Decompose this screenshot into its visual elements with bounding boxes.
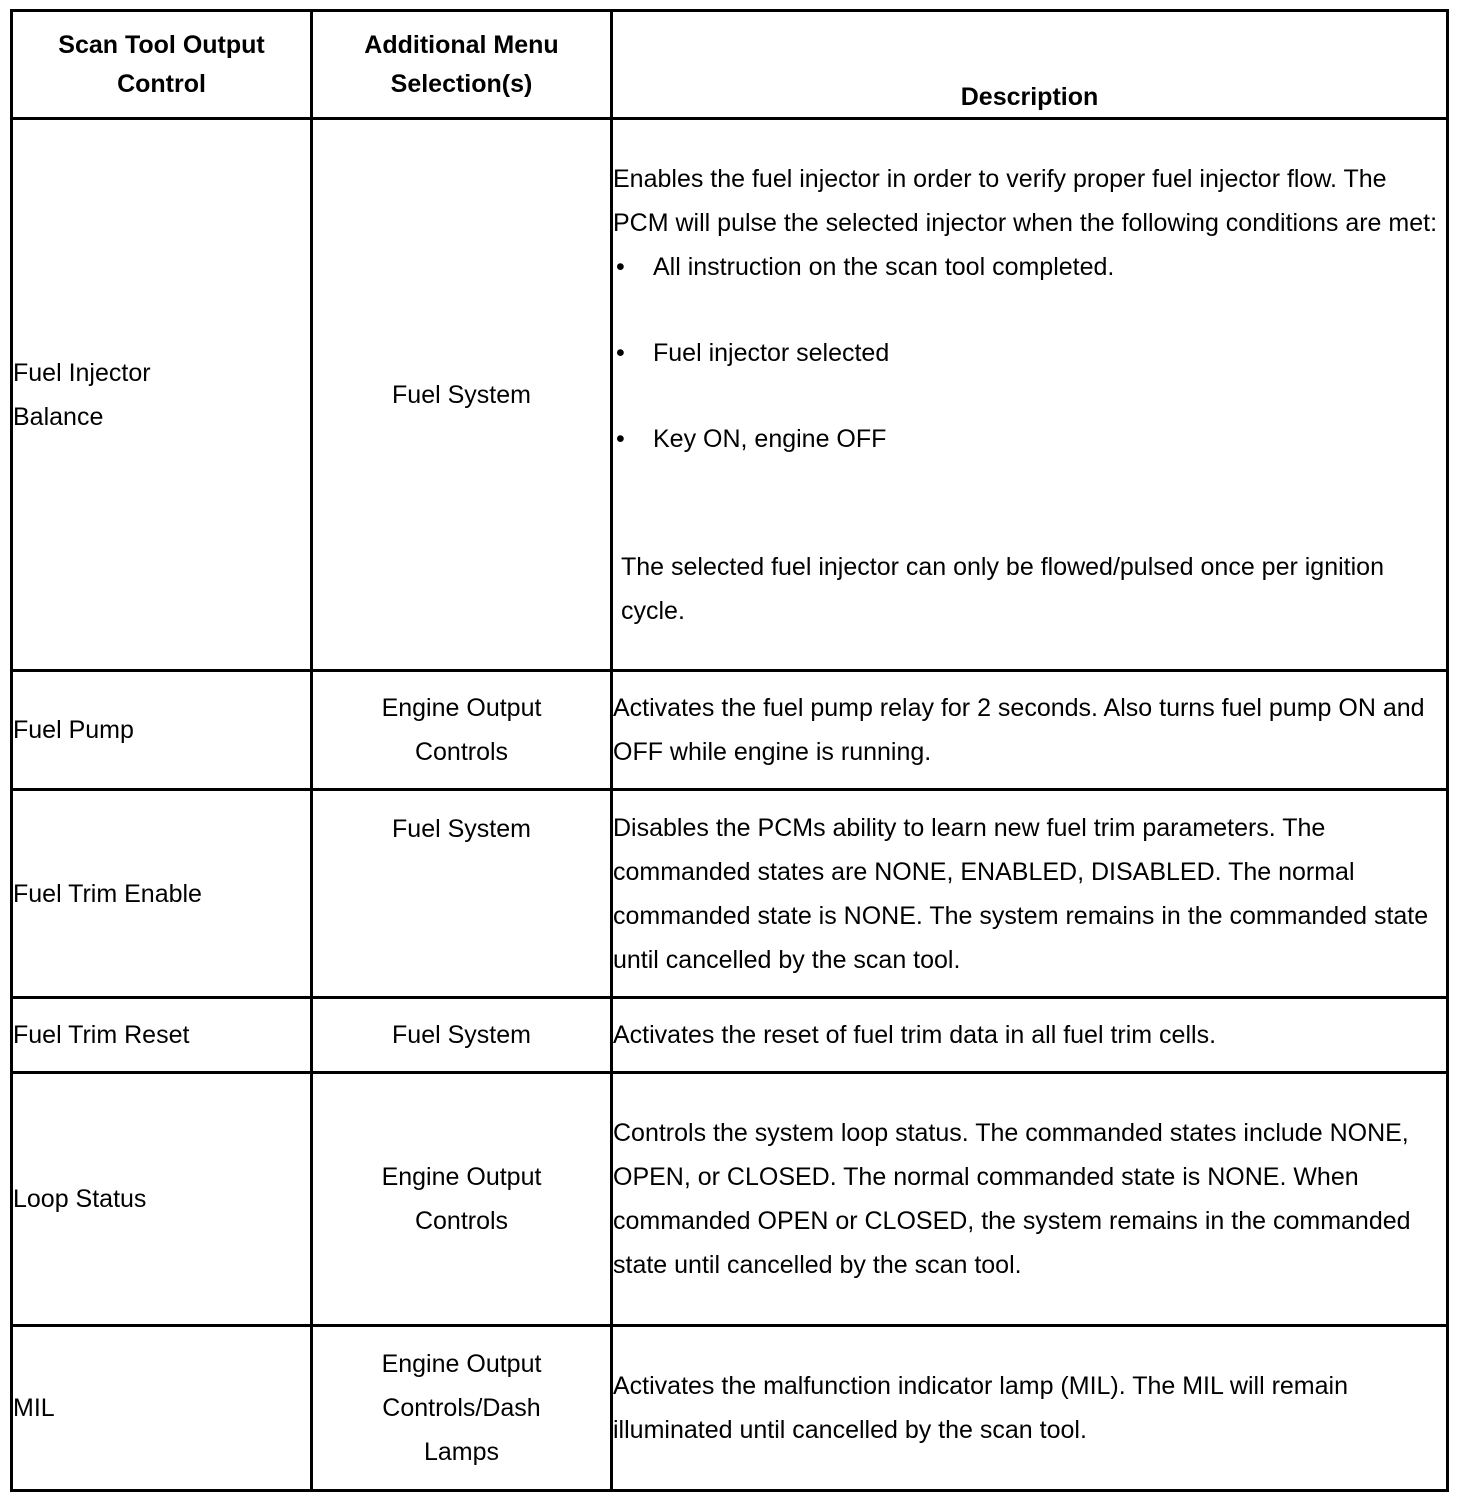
description-note: The selected fuel injector can only be flowed/pulsed once per ignition cycle. <box>621 552 1384 625</box>
control-cell <box>12 671 312 790</box>
table-row <box>12 119 1448 671</box>
control-name-line: Fuel Trim Reset <box>13 1021 190 1049</box>
menu-selection: Engine Output <box>381 1350 542 1378</box>
table-row <box>12 671 1448 790</box>
bullet-item <box>613 245 1446 289</box>
menu-selection: Controls <box>414 738 509 766</box>
menu-selection: Controls/Dash <box>382 1394 541 1422</box>
description-cell: Activates the fuel pump relay for 2 seconds. Also turns fuel pump ON and OFF while engine is running. <box>612 671 1448 790</box>
menu-cell <box>312 119 612 671</box>
header-control-line: Control <box>117 69 206 98</box>
spacer <box>613 289 1446 331</box>
menu-cell <box>312 998 612 1073</box>
control-cell <box>12 119 312 671</box>
header-row <box>12 11 1448 119</box>
menu-selection: Engine Output <box>381 1163 542 1191</box>
control-cell <box>12 790 312 998</box>
description-cell: Activates the reset of fuel trim data in all fuel trim cells. <box>612 998 1448 1073</box>
bullet-text: All instruction on the scan tool completed. <box>653 252 1115 281</box>
control-name-line: Fuel Trim Enable <box>13 879 202 908</box>
bullet-item <box>613 331 1446 375</box>
spacer <box>613 461 1446 545</box>
header-control <box>12 11 312 119</box>
description-intro: Enables the fuel injector in order to verify proper fuel injector flow. The PCM will pulse the selected injector when the following conditions are met: <box>613 164 1438 237</box>
menu-selection: Fuel System <box>392 815 531 843</box>
scan-tool-output-control-table <box>10 9 1449 1492</box>
menu-cell <box>312 1073 612 1326</box>
menu-cell <box>312 1326 612 1491</box>
header-control-line: Scan Tool Output <box>58 30 265 59</box>
bullet-icon: • <box>616 338 625 367</box>
header-menu <box>312 11 612 119</box>
control-cell <box>12 998 312 1073</box>
description-cell: Controls the system loop status. The commanded states include NONE, OPEN, or CLOSED. The normal commanded state is NONE. When commanded OPEN or CLOSED, the system remains in the commanded state until cancelled by the scan tool. <box>612 1073 1448 1326</box>
control-name-line: MIL <box>13 1394 55 1422</box>
spacer <box>613 375 1446 417</box>
menu-selection: Lamps <box>423 1438 500 1466</box>
control-name-line: Balance <box>13 402 104 431</box>
control-name-line: Fuel Injector <box>13 358 151 387</box>
table-row <box>12 998 1448 1073</box>
table-row <box>12 1326 1448 1491</box>
bullet-text: Fuel injector selected <box>653 338 890 367</box>
description-cell: Activates the malfunction indicator lamp (MIL). The MIL will remain illuminated until cancelled by the scan tool. <box>612 1326 1448 1491</box>
description-cell: Disables the PCMs ability to learn new fuel trim parameters. The commanded states are NONE, ENABLED, DISABLED. The normal commanded state is NONE. The system remains in the commanded state until cancelled by the scan tool. <box>612 790 1448 998</box>
bullet-icon: • <box>616 424 625 453</box>
header-menu-line: Selection(s) <box>390 69 533 98</box>
menu-cell <box>312 671 612 790</box>
menu-selection: Fuel System <box>392 380 531 409</box>
header-menu-line: Additional Menu <box>364 30 559 59</box>
header-description: Description <box>612 11 1448 119</box>
control-name-line: Fuel Pump <box>13 716 134 744</box>
control-name-line: Loop Status <box>13 1185 147 1213</box>
bullet-item <box>613 417 1446 461</box>
menu-cell <box>312 790 612 998</box>
bullet-icon: • <box>616 252 625 281</box>
menu-selection: Controls <box>414 1207 509 1235</box>
control-cell <box>12 1073 312 1326</box>
menu-selection: Engine Output <box>381 694 542 722</box>
control-cell <box>12 1326 312 1491</box>
description-cell <box>612 119 1448 671</box>
bullet-text: Key ON, engine OFF <box>653 424 887 453</box>
menu-selection: Fuel System <box>392 1021 531 1049</box>
table-row <box>12 1073 1448 1326</box>
table-row <box>12 790 1448 998</box>
